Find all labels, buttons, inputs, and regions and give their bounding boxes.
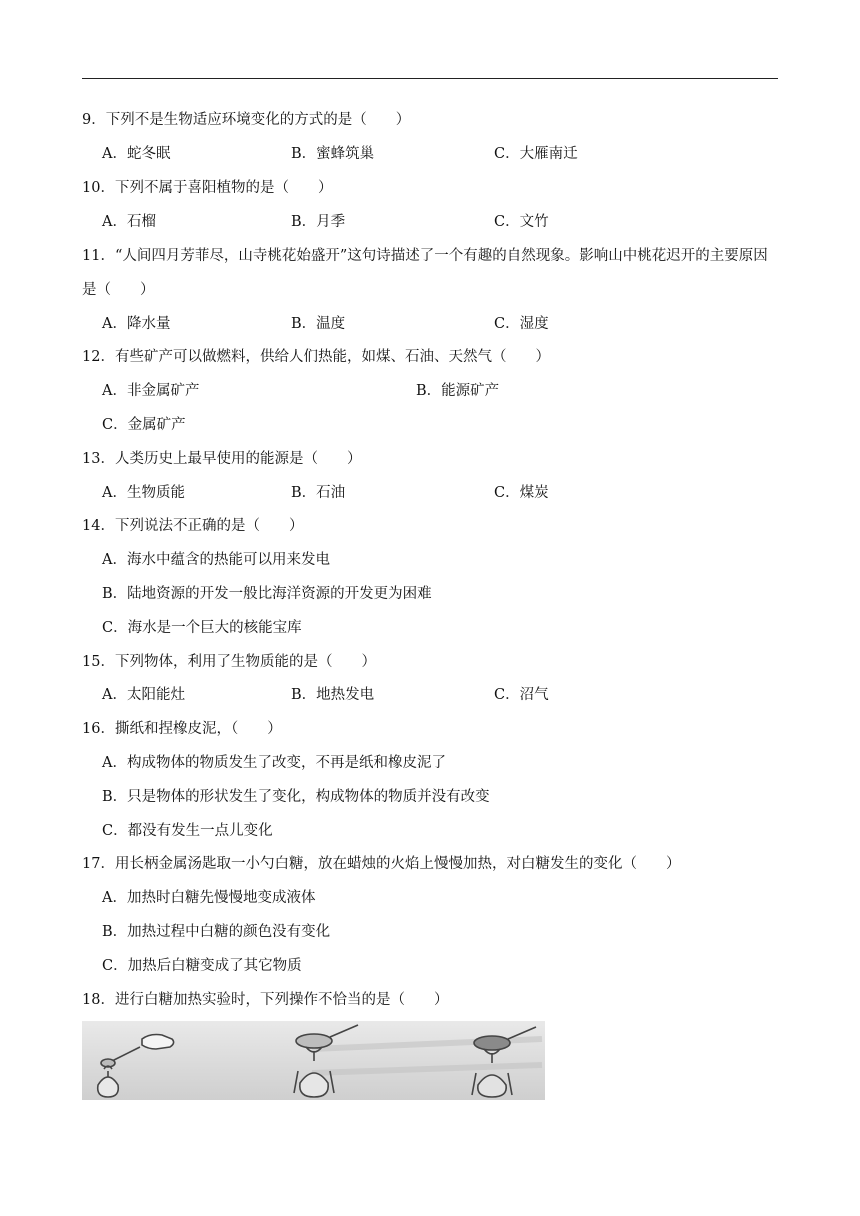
question-10: 10．下列不属于喜阳植物的是（ ） [82, 180, 333, 196]
q10-option-b[interactable]: B．月季 [291, 214, 346, 230]
q14-option-b[interactable]: B．陆地资源的开发一般比海洋资源的开发更为困难 [102, 586, 432, 602]
q13-option-b[interactable]: B．石油 [291, 485, 346, 501]
q14-option-a[interactable]: A．海水中蕴含的热能可以用来发电 [102, 552, 330, 568]
question-15: 15．下列物体，利用了生物质能的是（ ） [82, 654, 376, 670]
question-13: 13．人类历史上最早使用的能源是（ ） [82, 451, 362, 467]
q17-option-c[interactable]: C．加热后白糖变成了其它物质 [102, 958, 302, 974]
question-11 [82, 239, 782, 307]
experiment-illustration [82, 1021, 545, 1100]
q11-option-b[interactable]: B．温度 [291, 316, 346, 332]
q16-option-a[interactable]: A．构成物体的物质发生了改变，不再是纸和橡皮泥了 [102, 755, 446, 771]
q15-option-b[interactable]: B．地热发电 [291, 687, 375, 703]
question-12: 12．有些矿产可以做燃料，供给人们热能，如煤、石油、天然气（ ） [82, 349, 550, 365]
setup-2-spoon-on-stand [294, 1025, 358, 1097]
header-rule [82, 78, 778, 79]
q9-option-b[interactable]: B．蜜蜂筑巢 [291, 146, 375, 162]
q16-option-c[interactable]: C．都没有发生一点儿变化 [102, 823, 273, 839]
q16-option-b[interactable]: B．只是物体的形状发生了变化，构成物体的物质并没有改变 [102, 789, 490, 805]
q15-option-a[interactable]: A．太阳能灶 [102, 687, 185, 703]
q11-option-c[interactable]: C．湿度 [494, 316, 549, 332]
q12-option-a[interactable]: A．非金属矿产 [102, 383, 200, 399]
question-17: 17．用长柄金属汤匙取一小勺白糖，放在蜡烛的火焰上慢慢加热，对白糖发生的变化（ ） [82, 856, 681, 872]
q13-option-a[interactable]: A．生物质能 [102, 485, 185, 501]
q10-option-a[interactable]: A．石榴 [102, 214, 156, 230]
q9-option-a[interactable]: A．蛇冬眠 [102, 146, 171, 162]
question-16: 16．撕纸和捏橡皮泥，（ ） [82, 721, 282, 737]
q10-option-c[interactable]: C．文竹 [494, 214, 549, 230]
setup-1-spoon-over-lamp [98, 1035, 174, 1098]
q11-option-a[interactable]: A．降水量 [102, 316, 171, 332]
q15-option-c[interactable]: C．沼气 [494, 687, 549, 703]
experiment-photo [82, 1021, 545, 1100]
q14-option-c[interactable]: C．海水是一个巨大的核能宝库 [102, 620, 302, 636]
question-11-text: 11．“人间四月芳菲尽，山寺桃花始盛开”这句诗描述了一个有趣的自然现象。影响山中桃花迟开的主要原因是（ ） [82, 248, 768, 298]
q17-option-a[interactable]: A．加热时白糖先慢慢地变成液体 [102, 890, 316, 906]
question-9: 9．下列不是生物适应环境变化的方式的是（ ） [82, 112, 411, 128]
question-14: 14．下列说法不正确的是（ ） [82, 518, 304, 534]
q17-option-b[interactable]: B．加热过程中白糖的颜色没有变化 [102, 924, 331, 940]
q9-option-c[interactable]: C．大雁南迁 [494, 146, 578, 162]
q12-option-b[interactable]: B．能源矿产 [416, 383, 500, 399]
q13-option-c[interactable]: C．煤炭 [494, 485, 549, 501]
q12-option-c[interactable]: C．金属矿产 [102, 417, 186, 433]
question-18: 18．进行白糖加热实验时，下列操作不恰当的是（ ） [82, 992, 449, 1008]
